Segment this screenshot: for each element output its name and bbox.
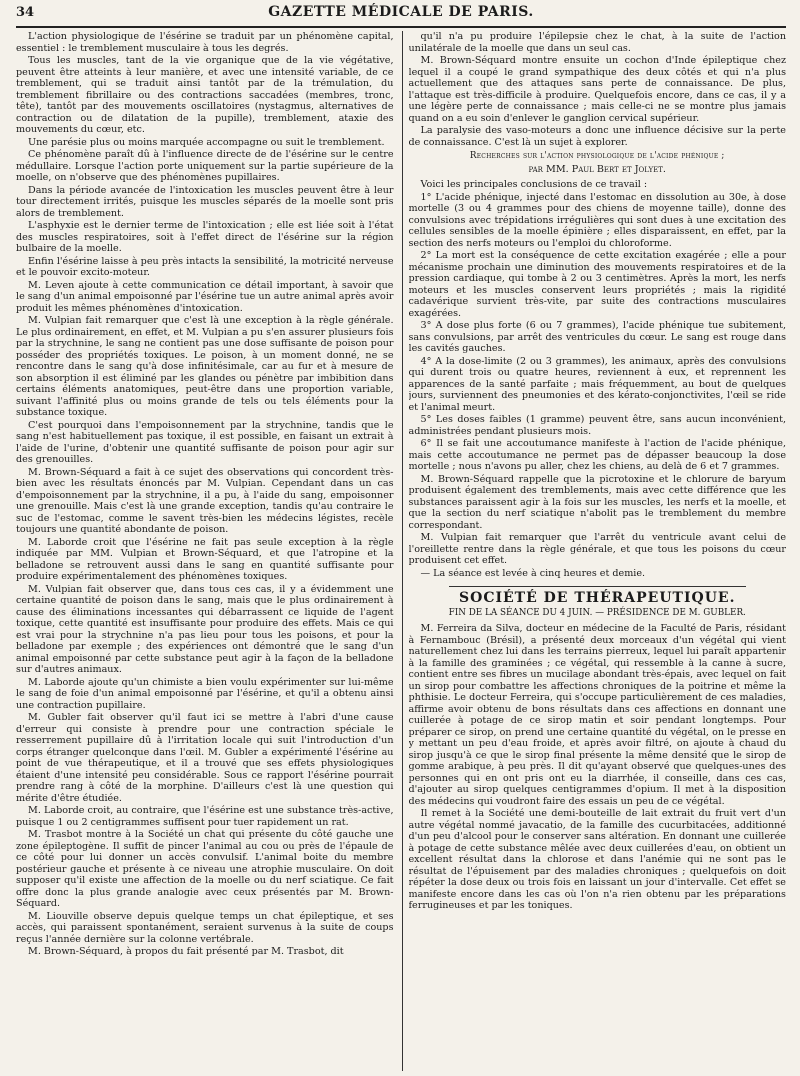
journal-title: GAZETTE MÉDICALE DE PARIS. bbox=[268, 4, 534, 20]
paragraph: Une parésie plus ou moins marquée accompagne ou suit le tremblement. bbox=[28, 136, 385, 148]
paragraph: 5° Les doses faibles (1 gramme) peuvent être, sans aucun inconvénient, administrées pendant plusieurs mois. bbox=[408, 414, 786, 437]
paragraph: M. Brown-Séquard, à propos du fait présenté par M. Trasbot, dit bbox=[28, 946, 344, 957]
paragraph: M. Leven ajoute à cette communication ce détail important, à savoir que le sang d'un animal empoisonné par l'ésérine tue un autre animal après avoir produit les mêmes phénomènes d'intoxication. bbox=[16, 279, 394, 314]
paragraph: L'action physiologique de l'ésérine se traduit par un phénomène capital, essentiel : le tremblement musculaire à tous les degrés. bbox=[16, 31, 394, 54]
section-title: SOCIÉTÉ DE THÉRAPEUTIQUE. bbox=[459, 590, 736, 606]
text-columns bbox=[16, 31, 786, 1071]
paragraph: Il remet à la Société une demi-bouteille de lait extrait du fruit vert d'un autre végétal nommé javacatio, de la famille des cucurbitacées, additionné d'un peu d'alcool pour le conserver sans altération. En donnant une cuillerée à potage de cette substance mêlée avec deux cuillerées d'eau, on obtient un excellent résultat dans la chlorose et dans l'anémie qui ne sont pas le résultat de l'épuisement par des maladies chroniques ; quelquefois on doit répéter la dose deux ou trois fois en laissant un jour d'intervalle. Cet effet se manifeste encore dans les cas où l'on n'a rien obtenu par les préparations ferrugineuses et par les toniques. bbox=[408, 808, 786, 911]
paragraph: qu'il n'a pu produire l'épilepsie chez le chat, à la suite de l'action unilatérale de la moelle que dans un seul cas. bbox=[408, 31, 786, 54]
paragraph: M. Liouville observe depuis quelque temps un chat épileptique, et ses accès, qui paraissent spontanément, seraient survenus à la suite de coups reçus l'année dernière sur la colonne vertébrale. bbox=[16, 910, 394, 945]
session-closing: — La séance est levée à cinq heures et demie. bbox=[420, 567, 646, 579]
paragraph: M. Vulpian fait remarquer que l'arrêt du ventricule avant celui de l'oreillette rentre dans la règle générale, et que tous les poisons du cœur produisent cet effet. bbox=[408, 532, 786, 566]
paragraph: Dans la période avancée de l'intoxication les muscles peuvent être à leur tour directement irrités, puisque les muscles séparés de la moelle sont pris alors de tremblement. bbox=[16, 184, 394, 219]
paragraph: Voici les principales conclusions de ce travail : bbox=[420, 179, 648, 190]
paragraph: C'est pourquoi dans l'empoisonnement par la strychnine, tandis que le sang n'est habituellement pas toxique, il est possible, en faisant un extrait à l'aide de l'urine, d'obtenir une quantité suffisante de poison pour agir sur des grenouilles. bbox=[16, 419, 394, 465]
paragraph: Ce phénomène paraît dû à l'influence directe de de l'ésérine sur le centre médullaire. Lorsque l'action porte uniquement sur la partie supérieure de la moelle, on n'observe que des phénomènes pupillaires. bbox=[16, 149, 394, 183]
paragraph: L'asphyxie est le dernier terme de l'intoxication ; elle est liée soit à l'état des muscles respiratoires, soit à l'effet direct de l'ésérine sur la région bulbaire de la moelle. bbox=[16, 220, 394, 254]
paragraph: M. Brown-Séquard rappelle que la picrotoxine et le chlorure de baryum produisent également des tremblements, mais avec cette différence que les substances paraissent agir à la fois sur les muscles, les nerfs et la moelle, et que la section du nerf sciatique n'abolit pas le tremblement du membre correspondant. bbox=[408, 473, 786, 531]
paragraph: Tous les muscles, tant de la vie organique que de la vie végétative, peuvent être atteints à leur manière, et avec une intensité variable, de ce tremblement, qui se traduit ainsi tantôt par de la trémulation, du tremblement fibrillaire ou des contractions saccadées (membres, tronc, tête), tantôt par des mouvements oscillatoires (nystagmus, alternatives de contraction ou de dilatation de la pupille), tremblement, ataxie des mouvements du cœur, etc. bbox=[16, 55, 394, 135]
paragraph: Enfin l'ésérine laisse à peu près intacts la sensibilité, la motricité nerveuse et le pouvoir excito-moteur. bbox=[16, 255, 394, 278]
paragraph: M. Laborde croit que l'ésérine ne fait pas seule exception à la règle indiquée par MM. Vulpian et Brown-Séquard, et que l'atropine et la belladone se retrouvent aussi dans le sang en quantité suffisante pour produire expérimentalement des phénomènes toxiques. bbox=[16, 536, 394, 582]
paragraph: M. Brown-Séquard montre ensuite un cochon d'Inde épileptique chez lequel il a coupé le grand sympathique des deux côtés et qui n'a plus actuellement que des attaques sans perte de connaissance. De plus, l'attaque est très-difficile à produire. Quelquefois encore, dans ce cas, il y a une légère perte de connaissance ; mais celle-ci ne se montre plus jamais quand on a eu soin d'enlever le ganglion cervical supérieur. bbox=[408, 55, 786, 124]
paragraph: 1° L'acide phénique, injecté dans l'estomac en dissolution au 30e, à dose mortelle (3 ou 4 grammes pour des chiens de moyenne taille), donne des convulsions avec trépidations irrégulières qui sont dues à une excitation des cellules sensibles de la moelle épinière ; elles disparaissent, en effet, par la section des nerfs moteurs ou l'emploi du chloroforme. bbox=[408, 191, 786, 249]
page-number: 34 bbox=[16, 5, 35, 20]
research-authors: par MM. Paul Bert et Jolyet. bbox=[528, 163, 666, 175]
paragraph: 3° A dose plus forte (6 ou 7 grammes), l'acide phénique tue subitement, sans convulsions, par arrêt des ventricules du cœur. Le sang est rouge dans les cavités gauches. bbox=[408, 320, 786, 354]
paragraph: M. Vulpian fait observer que, dans tous ces cas, il y a évidemment une certaine quantité de poison dans le sang, mais que le plus ordinairement à cause des éliminations incessantes qui débarrassent ce liquide de l'agent toxique, cette quantité est insuffisante pour produire des effets. Mais ce qui est vrai pour la strychnine n'a pas lieu pour tous les poisons, et pour la belladone par exemple ; des expériences ont démontré que le sang d'un animal empoisonné par cette substance peut agir à la façon de la belladone sur d'autres animaux. bbox=[16, 583, 394, 675]
paragraph: 2° La mort est la conséquence de cette excitation exagérée ; elle a pour mécanisme prochain une diminution des mouvements respiratoires et de la pression cardiaque, qui tombe à 2 ou 3 centimètres. Après la mort, les nerfs moteurs et les muscles conservent leurs propriétés ; mais la rigidité cadavérique survient très-vite, par suite des contractions musculaires exagérées. bbox=[408, 250, 786, 319]
research-title: Recherches sur l'action physiologique de l'acide phénique ; bbox=[469, 151, 725, 161]
page-header bbox=[16, 4, 786, 28]
paragraph: 4° A la dose-limite (2 ou 3 grammes), les animaux, après des convulsions qui durent trois ou quatre heures, reviennent à eux, et reprennent les apparences de la santé parfaite ; mais fréquemment, au bout de quelques jours, surviennent des pneumonies et des kérato-conjonctivites, l'œil se ride et l'animal meurt. bbox=[408, 355, 786, 413]
left-column bbox=[16, 31, 400, 1071]
paragraph: M. Laborde ajoute qu'un chimiste a bien voulu expérimenter sur lui-même le sang de foie d'un animal empoisonné par l'ésérine, et qu'il a obtenu ainsi une contraction pupillaire. bbox=[16, 676, 394, 711]
paragraph: M. Vulpian fait remarquer que c'est là une exception à la règle générale. Le plus ordinairement, en effet, et M. Vulpian a pu s'en assurer plusieurs fois par la strychnine, le sang ne contient pas une dose suffisante de poison pour posséder des propriétés toxiques. Le poison, à un moment donné, ne se rencontre dans le sang qu'à dose infinitésimale, car au fur et à mesure de son absorption il est éliminé par les glandes ou pénètre par imbibition dans certains éléments anatomiques, peut-être dans une proportion variable, suivant l'affinité plus ou moins grande de tels ou tels éléments pour la substance toxique. bbox=[16, 315, 394, 418]
paragraph: La paralysie des vaso-moteurs a donc une influence décisive sur la perte de connaissance. C'est là un sujet à explorer. bbox=[408, 125, 786, 148]
right-column bbox=[409, 31, 787, 1071]
paragraph: M. Ferreira da Silva, docteur en médecine de la Faculté de Paris, résidant à Fernambouc (Brésil), a présenté deux morceaux d'un végétal qui vient naturellement chez lui dans les terrains pierreux, lequel lui paraît appartenir à la famille des graminées ; ce végétal, qui ressemble à la canne à sucre, contient entre ses fibres un mucilage abondant très-épais, avec lequel on fait un sirop pour combattre les affections chroniques de la poitrine et même la phthisie. Le docteur Ferreira, qui s'occupe particulièrement de ces maladies, affirme avoir obtenu de bons résultats dans ces affections en donnant une cuillerée à potage de ce sirop matin et soir pendant longtemps. Pour préparer ce sirop, on prend une certaine quantité du végétal, on le presse en y mettant un peu d'eau froide, et après avoir filtré, on ajoute à chaud du sirop jusqu'à ce que le sirop final présente la même densité que le sirop de gomme arabique, à peu près. Il dit qu'ayant observé que quelques-unes des personnes qui en ont pris ont eu la diarrhée, il conseille, dans ces cas, d'ajouter au sirop quelques centigrammes d'opium. Il met à la disposition des médecins qui voudront faire des essais un peu de ce végétal. bbox=[408, 623, 786, 807]
column-divider bbox=[402, 31, 403, 1071]
paragraph: M. Laborde croit, au contraire, que l'ésérine est une substance très-active, puisque 1 ou 2 centigrammes suffisent pour tuer rapidement un rat. bbox=[16, 805, 394, 828]
paragraph: M. Brown-Séquard a fait à ce sujet des observations qui concordent très-bien avec les résultats énoncés par M. Vulpian. Cependant dans un cas d'empoisonnement par la strychnine, il a pu, à l'aide du sang, empoisonner une grenouille. Mais c'est là une grande exception, tandis qu'au contraire le suc de l'estomac, comme le savent très-bien les médecins légistes, recèle toujours une quantité abondante de poison. bbox=[16, 466, 394, 535]
paragraph: M. Trasbot montre à la Société un chat qui présente du côté gauche une zone épileptogène. Il suffit de pincer l'animal au cou ou près de l'épaule de ce côté pour lui donner un accès convulsif. L'animal boite du membre postérieur gauche et présente à ce niveau une atrophie musculaire. On doit supposer qu'il existe une affection de la moelle ou du nerf sciatique. Ce fait offre donc la plus grande analogie avec ceux présentés par M. Brown-Séquard. bbox=[16, 829, 394, 909]
paragraph: M. Gubler fait observer qu'il faut ici se mettre à l'abri d'une cause d'erreur qui consiste à prendre pour une contraction spéciale le resserrement pupillaire dû à l'irritation locale qui suit l'introduction d'un corps étranger quelconque dans l'œil. M. Gubler a expérimenté l'ésérine au point de vue thérapeutique, et il a trouvé que ses effets physiologiques étaient d'une intensité peu considérable. Sous ce rapport l'ésérine pourrait prendre rang à côté de la morphine. D'ailleurs c'est là une question qui mérite d'être étudiée. bbox=[16, 712, 394, 804]
paragraph: 6° Il se fait une accoutumance manifeste à l'action de l'acide phénique, mais cette accoutumance ne permet pas de dépasser beaucoup la dose mortelle ; nous n'avons pu aller, chez les chiens, au delà de 6 et 7 grammes. bbox=[408, 438, 786, 472]
section-subtitle: FIN DE LA SÉANCE DU 4 JUIN. — PRÉSIDENCE DE M. GUBLER. bbox=[448, 607, 746, 618]
section-divider bbox=[449, 586, 747, 587]
